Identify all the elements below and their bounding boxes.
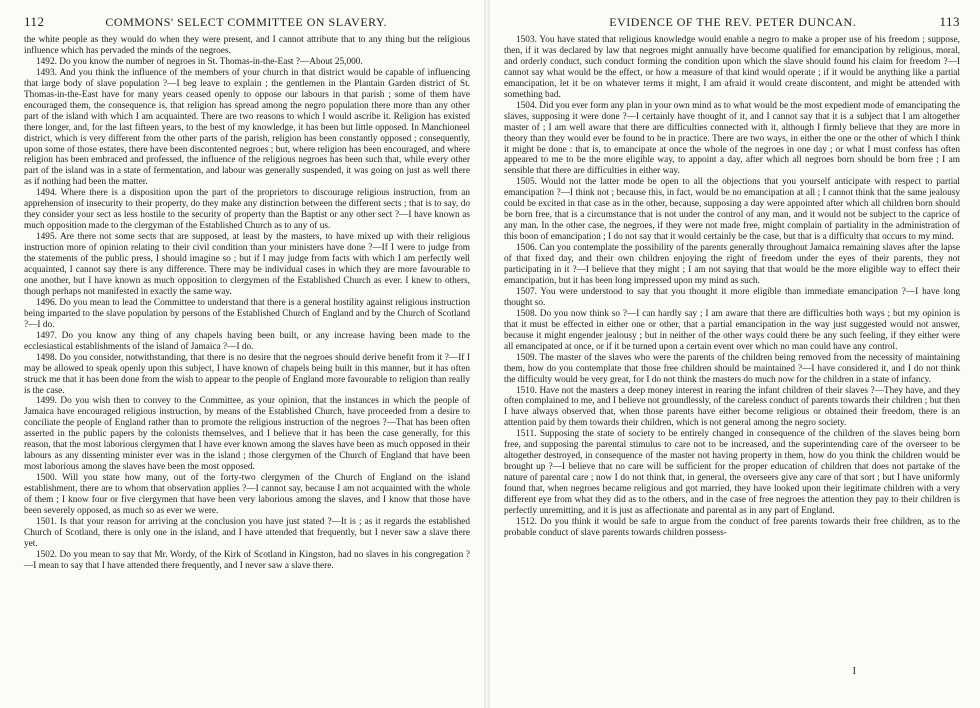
signature-mark: I	[852, 666, 856, 677]
paragraph: 1499. Do you wish then to convey to the Committee, as your opinion, that the instances in which the people of Jamaica have encouraged religious instruction, by means of the Established Church, have proceeded from a desire to conciliate the people of England rather than to promote the religious instruction of the negroes ?—That has been often asserted in the public papers by the colonists themselves, and I believe that it has been the case generally, for this reason, that the most laborious clergymen that I have ever known among the slaves have been as much opposed in their labours as any dissenting minister ever was in the island ; those clergymen of the Church of England that have been most laborious among the slaves have been the most opposed.	[24, 396, 470, 473]
paragraph: 1493. And you think the influence of the members of your church in that district would be capable of influencing that large body of slave population ?—I beg leave to explain ; the gentlemen in the Plantain Garden district of St. Thomas-in-the-East have for many years ceased openly to oppose our labours in that parish ; some of them have encouraged them, the consequence is, that religion has spread among the negro population there more than any other part of the island with which I am acquainted. There are two reasons to which I would ascribe it. Religion has existed there longer, and, for the last fifteen years, to the best of my knowledge, it has been but little opposed. In Manchioneel district, which is very different from the other parts of the parish, religion has been constantly opposed ; consequently, upon some of those estates, there have been discontented negroes ; but, where religion has been encouraged, and where religion has been embraced and professed, the influence of the religious negroes has been such that, while every other part of the island was in a state of fermentation, and labour was generally suspended, it was going on just as well there as if nothing had been the matter.	[24, 67, 470, 188]
paragraph: 1503. You have stated that religious knowledge would enable a negro to make a proper use of his freedom ; suppose, then, if it was declared by law that negroes might annually have become qualified for emancipation by religious, moral, and orderly conduct, such conduct forming the condition upon which the slave should found his claim for freedom ?—I cannot say what would be the effect, or how a measure of that kind would operate ; if it would be anything like a partial emancipation, let it be on whatever terms it might, I am afraid it would create discontent, and might be attended with something bad.	[504, 35, 960, 100]
paragraph: 1511. Supposing the state of society to be entirely changed in consequence of the children of the slaves being born free, and supposing the parental stimulus to care not to be increased, and the superintending care of the overseer to be altogether destroyed, in consequence of the master not having property in them, how do you think the children would be brought up ?—I believe that no care will be sufficient for the proper education of children that does not partake of the nature of parental care ; now I do not think that, in general, the overseers give any care of that sort ; but I have uniformly found that, when negroes became religious and got married, they have looked upon their legitimate children with a very different eye from what they did as to the others, and in the case of free negroes the attention they pay to their children is perfectly unremitting, and it is just as affectionate and parental as in any part of England.	[504, 429, 960, 516]
paragraph: 1492. Do you know the number of negroes in St. Thomas-in-the-East ?—About 25,000.	[36, 56, 363, 67]
paragraph: 1508. Do you now think so ?—I can hardly say ; I am aware that there are difficulties both ways ; but my opinion is that it must be effected in either one or other, that a partial emancipation in the way just suggested would not answer, because it might engender jealousy ; but in neither of the other ways could there be any such feeling, if they either were all emancipated at once, or if it be turned upon a certain event over which no man could have any control.	[504, 308, 960, 352]
page-number-right: 113	[939, 14, 960, 29]
paragraph: 1500. Will you state how many, out of the forty-two clergymen of the Church of England on the island establishment, there are to whom that observation applies ?—I cannot say, because I am not acquainted with the whole of them ; I know four or five clergymen that have been very laborious among the slaves, and I know that those have been severely opposed, as much so as ever we were.	[24, 473, 470, 516]
paragraph: 1497. Do you know any thing of any chapels having been built, or any increase having been made to the ecclesiastical establishments of the island of Jamaica ?—I do.	[24, 330, 470, 352]
paragraph: 1509. The master of the slaves who were the parents of the children being removed from the necessity of maintaining them, how do you contemplate that those free children should be maintained ?—I have considered it, and I do not think the difficulty would be very great, for I do not think the masters do much now for the children in a state of infancy.	[504, 352, 960, 385]
page-number-left: 112	[24, 14, 45, 29]
running-head-left	[24, 0, 470, 30]
paragraph: 1506. Can you contemplate the possibility of the parents generally throughout Jamaica remaining slaves after the lapse of that fixed day, and their own children enjoying the right of freedom under the eyes of their parents, they not participating in it ?—I believe that they might ; I am not saying that that would be the more eligible way to effect their emancipation, but it has been long impressed upon my mind as such.	[504, 243, 960, 286]
paragraph: 1507. You were understood to say that you thought it more eligible than immediate emancipation ?—I have long thought so.	[504, 286, 960, 308]
paragraph: 1498. Do you consider, notwithstanding, that there is no desire that the negroes should derive benefit from it ?—If I may be allowed to speak openly upon this subject, I have known of chapels being built in this manner, but it has often struck me that it has been done from the wish to appear to the people of England more favourable to religion than really is the case.	[24, 352, 470, 396]
paragraph: 1505. Would not the latter mode be open to all the objections that you yourself anticipate with respect to partial emancipation ?—I think not ; because this, in fact, would be no emancipation at all ; I cannot think that the same jealousy could be excited in that case as in the other, because, supposing a day were appointed after which all children born should be born free, that is a circumstance that is not under the control of any man, and it would not be subject to the caprice of any man. In the other case, the negroes, if they were not made free, might complain of partiality in the administration of this boon of emancipation ; I do not say that it would certainly be the case, but that is a difficulty that occurs to my mind.	[504, 177, 960, 243]
left-page	[0, 0, 486, 708]
paragraph: 1495. Are there not some sects that are supposed, at least by the masters, to have mixed up with their religious instruction more of opinion relating to their civil condition than your ministers have done ?—If I were to judge from the statements of the public press, I should imagine so ; but if I may judge from facts with which I am perfectly well acquainted, I cannot say there is any difference. There may be individual cases in which they are more favourable to one another, but I have known as much opposition to clergymen of the Established Church as ever. I knew to others, though perhaps not manifested in exactly the same way.	[24, 232, 470, 297]
paragraph: 1510. Have not the masters a deep money interest in rearing the infant children of their slaves ?—They have, and they often complained to me, and I believe not groundlessly, of the careless conduct of parents towards their children ; but then I have always observed that, when those parents have either become religious or obtained their freedom, there is an attention paid by them towards their children, which is not general among the negro society.	[504, 385, 960, 429]
paragraph: 1502. Do you mean to say that Mr. Wordy, of the Kirk of Scotland in Kingston, had no slaves in his congregation ?—I mean to say that I have attended there frequently, and I never saw a slave there.	[24, 549, 470, 571]
paragraph: 1496. Do you mean to lead the Committee to understand that there is a general hostility against religious instruction being imparted to the slave population by persons of the Established Church of England and by the Church of Scotland ?—I do.	[24, 297, 470, 330]
running-title-right: EVIDENCE OF THE REV. PETER DUNCAN.	[609, 15, 857, 29]
right-page	[490, 0, 980, 708]
paragraph: the white people as they would do when they were present, and I cannot attribute that to any thing but the religious influence which has pervaded the minds of the negroes.	[24, 35, 470, 56]
left-body-text	[24, 35, 470, 572]
paragraph: 1501. Is that your reason for arriving at the conclusion you have just stated ?—It is ; as it regards the established Church of Scotland, there is only one in the island, and I have attended that frequently, but I never saw a slave there yet.	[24, 516, 470, 549]
paragraph: 1494. Where there is a disposition upon the part of the proprietors to discourage religious instruction, from an apprehension of insecurity to their property, do they make any distinction between the different sects ; that is to say, do they consider your sect as less hostile to the security of property than the Baptist or any other sect ?—I have known as much opposition made to the clergyman of the Established Church as to any of us.	[24, 188, 470, 232]
right-body-text	[504, 35, 960, 539]
running-head-right	[504, 0, 960, 30]
running-title-left: COMMONS' SELECT COMMITTEE ON SLAVERY.	[105, 15, 388, 29]
paragraph: 1512. Do you think it would be safe to argue from the conduct of free parents towards their free children, as to the probable conduct of slave parents towards children possess-	[504, 516, 960, 538]
paragraph: 1504. Did you ever form any plan in your own mind as to what would be the most expedient mode of emancipating the slaves, supposing it were done ?—I certainly have thought of it, and I cannot say that it is a subject that I am altogether master of ; I am well aware that there are difficulties connected with it, although I firmly believe that they are more in theory than they would ever be found to be in practice. There are two ways, in either the one or the other of which I think it might be done : that is, to emancipate at once the whole of the negroes in one day ; or what I must confess has often appeared to me to be the more eligible way, to appoint a day, after which all negroes born should be born free ; I am sensible that there are difficulties in either way.	[504, 100, 960, 177]
